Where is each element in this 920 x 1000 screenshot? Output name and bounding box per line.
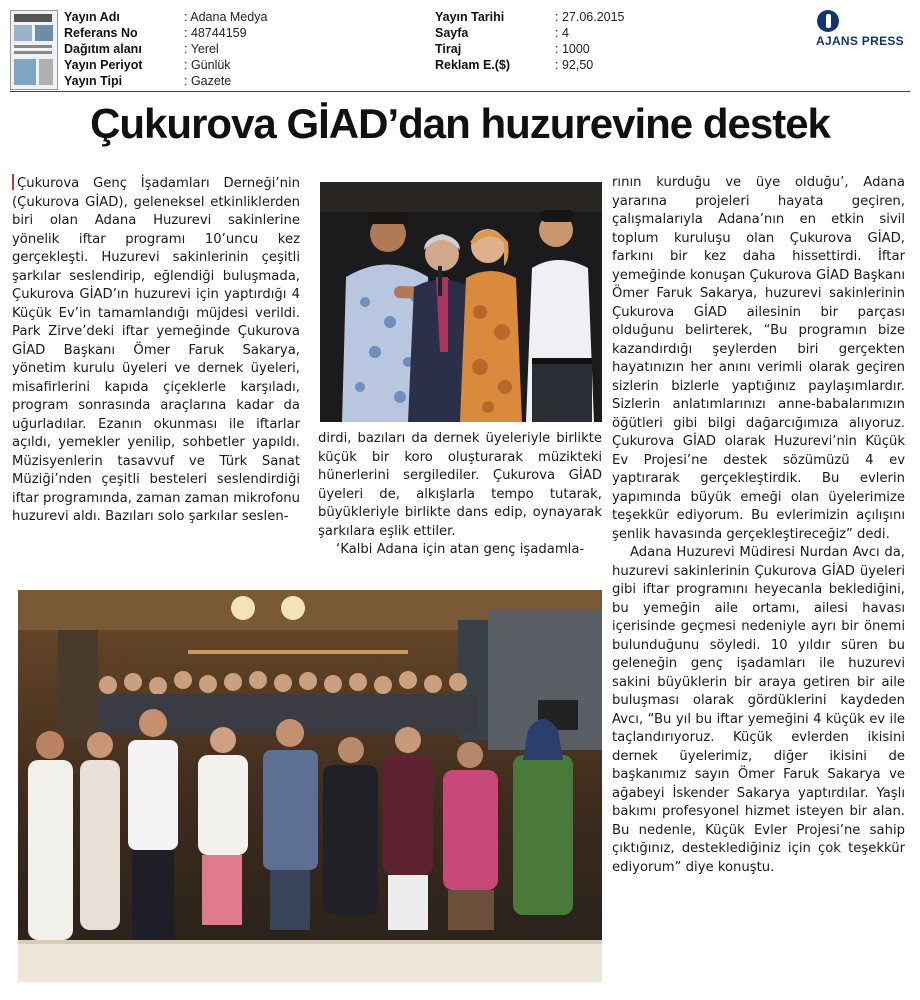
lead-marker xyxy=(12,174,14,190)
meta-row: Dağıtım alanı : Yerel xyxy=(64,42,219,56)
article-paragraph: ‘Kalbi Adana için atan genç işadamla- xyxy=(336,542,585,557)
meta-row: Referans No : 48744159 xyxy=(64,26,247,40)
clipping-thumbnail xyxy=(10,10,58,90)
article-column-2 xyxy=(318,430,602,560)
publication-meta-right xyxy=(435,9,625,73)
publication-meta-left xyxy=(64,9,267,89)
photo-group-at-huzurevi xyxy=(18,590,602,982)
photo-singing-with-residents xyxy=(320,182,602,422)
article-column-3 xyxy=(612,174,905,877)
header-divider xyxy=(10,91,910,92)
ajans-press-logo-icon xyxy=(817,10,839,32)
article-paragraph: rının kurduğu ve üye olduğu’, Adana yararına projeleri hayata geçiren, çalışmalarıyla Adana’nın en etkin sivil toplum kuruluşu olan Çukurova GİAD, farkını bir kez daha hissettirdi. İftar yemeğinde konuşan Çukurova GİAD Başkanı Ömer Faruk Sakarya, huzurevi sakinlerinin Çukurova GİAD ailesinin bir parçası olduğunu belirterek, “Bu programın bize kazandırdığı şeylerden biri gerçekten hayatınızın her anını verimli olarak geçiren sizlerin bizlerle yaptığınız paylaşımlardır. Sizlerin anlatımlarınızı anne-babalarımızın öğütleri gibi bilgi dağarcığımıza alıyoruz. Çukurova GİAD olarak Huzurevi’nin Küçük Ev Projesi’ne destek sözümüzü 4 ev yaptırarak gerçekleştirdik. Bu evlerin yapımında büyük emeği olan üyelerimize teşekkür ediyorum. Bu evlerimizin açılışını şenlik havasında gerçekleştireceğiz” dedi. xyxy=(612,175,905,542)
article-column-1 xyxy=(12,174,300,527)
meta-row: Yayın Tipi : Gazete xyxy=(64,74,232,88)
meta-row: Yayın Tarihi : 27.06.2015 xyxy=(435,10,625,24)
meta-row: Tiraj : 1000 xyxy=(435,42,590,56)
meta-row: Yayın Periyot : Günlük xyxy=(64,58,231,72)
article-paragraph: Çukurova Genç İşadamları Derneği’nin (Çukurova GİAD), geleneksel etkinliklerden biri olan Adana Huzurevi sakinlerine yönelik iftar programı 10’uncu kez gerçekleşti. Huzurevi sakinlerinin çeşitli şarkılar seslendirip, eğlendiği buluşmada, Çukurova GİAD’ın huzurevi için yaptırdığı 4 Küçük Ev’in tamamlandığı müjdesi verildi. Park Zirve’deki iftar yemeğinde Çukurova GİAD Başkanı Ömer Faruk Sakarya, yönetim kurulu üyeleri ve dernek üyeleri, misafirlerini kapıda çiçeklerle karşıladı, program sonrasında araçlarına kadar da uğurladılar. Ezanın okunması ile iftarlar açıldı, yemekler yenilip, sohbetler yapıldı. Müzisyenlerin tasavvuf ve Türk Sanat Müziği’nden çeşitli besteleri seslendirdiği iftar programında, zaman zaman mikrofonu huzurevi aldı. Bazıları solo şarkılar seslen- xyxy=(12,176,300,524)
article-paragraph: dirdi, bazıları da dernek üyeleriyle birlikte küçük bir koro oluşturarak müzikteki hünerlerini sergilediler. Çukurova GİAD üyeleri de, alkışlarla tempo tutarak, büyükleriyle birlikte dans edip, oynayarak şarkılara eşlik ettiler. xyxy=(318,431,602,539)
article-paragraph: Adana Huzurevi Müdiresi Nurdan Avcı da, huzurevi sakinlerinin Çukurova GİAD üyeleri gibi iftar programını heyecanla beklediğini, bu yemeğin aile ortamı, ailesi havası içerisinde geçmesi nedeniyle ayrı bir önemi bulunduğunu söyledi. 10 yıldır süren bu geleneğin genç işadamları ile huzurevi sakini büyüklerin bir araya getiren bir aile buluşması olarak gördüklerini kaydeden Avcı, “Bu yıl bu iftar yemeğini 4 küçük ev ile taçlandırıyoruz. Küçük evlerden ikisini dernek üyelerimiz, diğer ikisini de başkanımız sayın Ömer Faruk Sakarya ve ağabeyi İskender Sakarya yaptırdılar. Yaşlı bakımı profesyonel hizmet isteyen bir alan. Bu nedenle, Küçük Evler Projesi’ne sahip çıktığınız, desteklediğiniz için çok teşekkür ediyorum” diye konuştu. xyxy=(612,545,905,875)
article-headline: Çukurova GİAD’dan huzurevine destek xyxy=(90,100,830,147)
meta-row: Yayın Adı : Adana Medya xyxy=(64,10,268,24)
meta-row: Reklam E.($) : 92,50 xyxy=(435,58,594,72)
meta-row: Sayfa : 4 xyxy=(435,26,569,40)
ajans-press-logo: AJANS PRESS xyxy=(812,10,912,50)
